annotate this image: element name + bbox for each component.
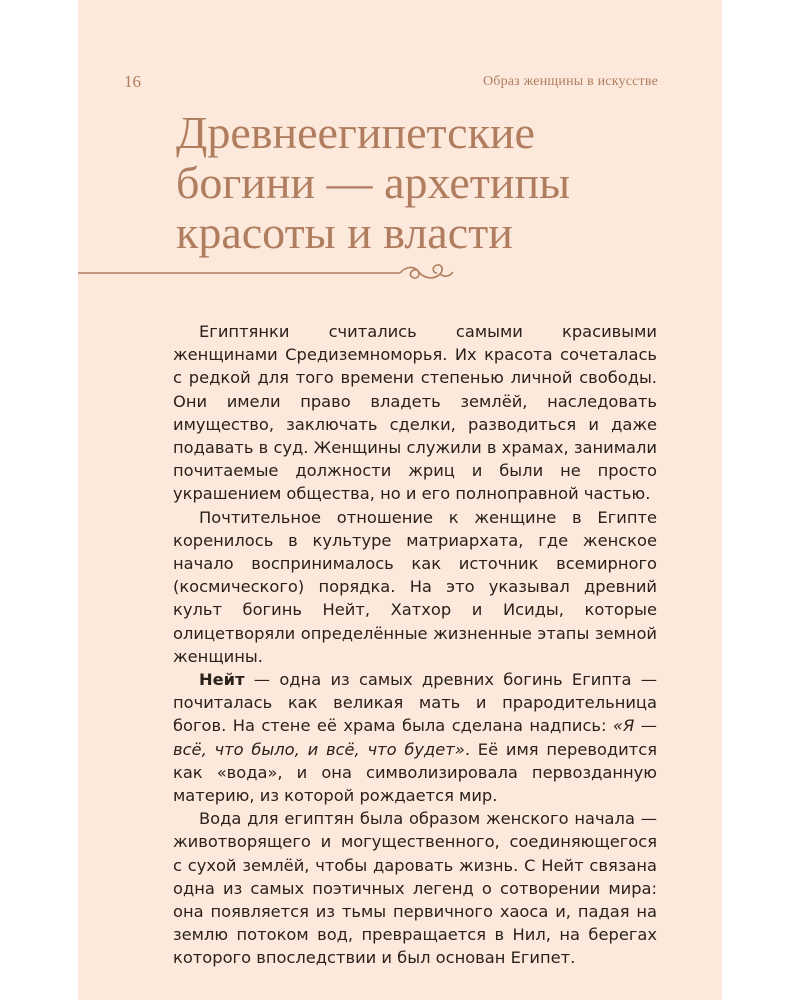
paragraph-3-text-a: — одна из самых древних богинь Египта — почиталась как великая мать и прародительница богов. На стене её храма была сделана надпись: — [173, 670, 657, 736]
paragraph-2: Почтительное отношение к женщине в Египте коренилось в культуре матриархата, где женское начало воспринималось как источник всемирного (космического) порядка. На это указывал древний культ богинь Нейт, Хатхор и Исиды, которые олицетворяли определённые жизненные этапы земной женщины. — [173, 507, 657, 666]
paragraph-1: Египтянки считались самыми красивыми женщинами Средиземноморья. Их красота сочеталась с редкой для того времени степенью личной свободы. Они имели право владеть землёй, наследовать имущество, заключать сделки, разводиться и даже подавать в суд. Женщины служили в храмах, занимали почитаемые должности жриц и были не просто украшением общества, но и его полноправной частью. — [173, 322, 657, 504]
flourish-divider-icon — [78, 258, 458, 288]
paragraph-4: Вода для египтян была образом женского начала — животворящего и могущественного, соединяющегося с сухой землёй, чтобы даровать жизнь. С Нейт связана одна из самых поэтичных легенд о сотворении мира: она появляется из тьмы первичного хаоса и, падая на землю потоком вод, превращается в Нил, на берегах которого впоследствии и был основан Египет. — [173, 809, 657, 968]
deity-name-neith: Нейт — [199, 670, 245, 690]
page-number: 16 — [124, 72, 141, 91]
chapter-title-line-1: Древнеегипетские — [176, 107, 535, 158]
chapter-title — [176, 108, 656, 258]
temple-inscription-quote: «Я — всё, что было, и всё, что будет» — [173, 716, 657, 759]
chapter-title-line-2: богини — архетипы — [176, 157, 571, 208]
body-text — [173, 320, 657, 970]
running-head: Образ женщины в искусстве — [482, 74, 658, 89]
paragraph-3 — [173, 668, 657, 807]
paragraph-3-text-b: . Её имя переводится как «вода», и она символизировала первозданную материю, из которой рождается мир. — [173, 739, 657, 806]
chapter-title-line-3: красоты и власти — [176, 207, 513, 258]
